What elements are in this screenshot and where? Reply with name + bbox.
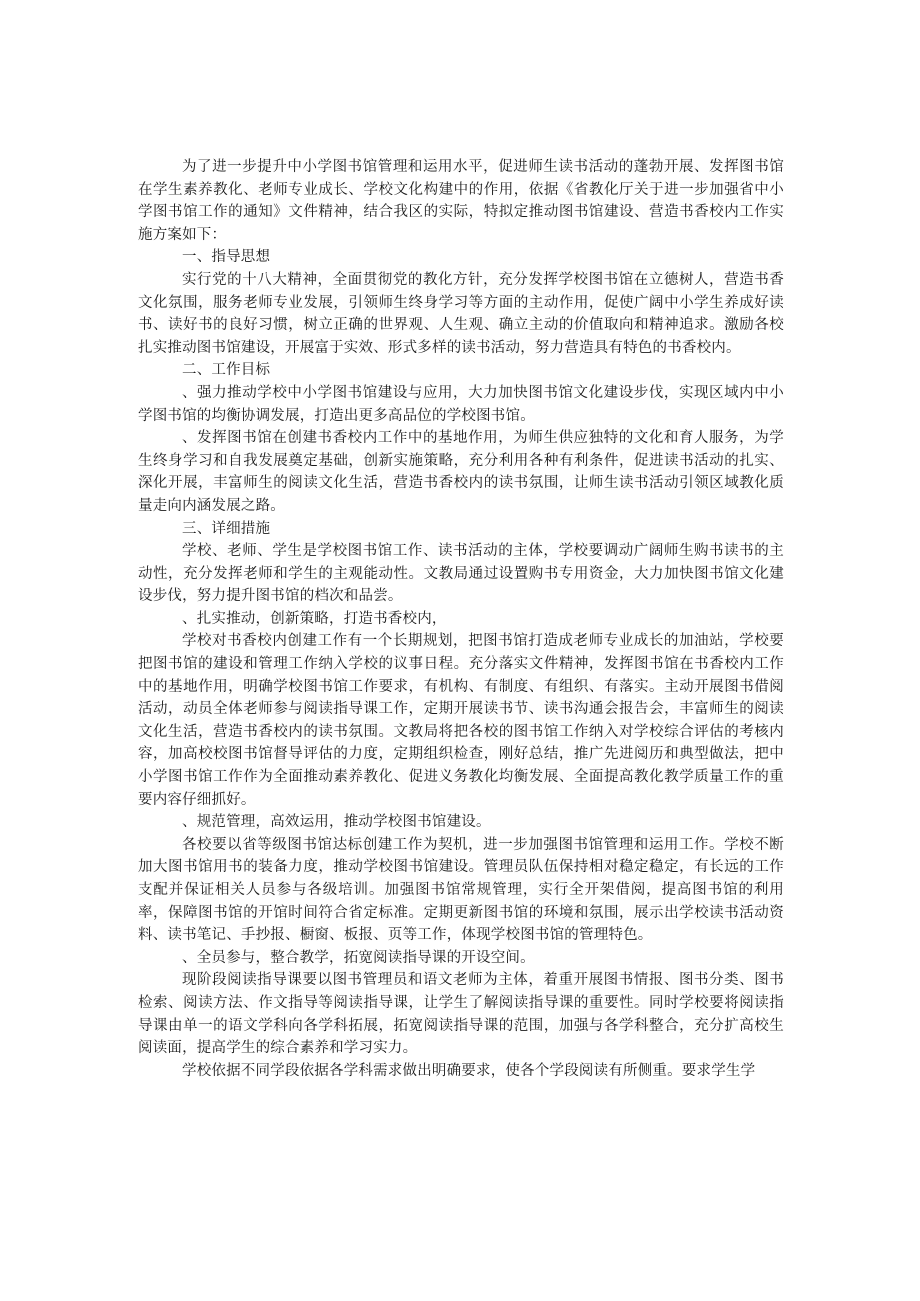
document-body: [138, 156, 784, 1082]
subheading: 、扎实推动，创新策略，打造书香校内，: [182, 610, 447, 627]
paragraph: 、发挥图书馆在创建书香校内工作中的基地作用，为师生供应独特的文化和育人服务，为学生终身学习和自我发展奠定基础，创新实施策略，充分利用各种有利条件，促进读书活动的扎实、深化开展，丰富师生的阅读文化生活，营造书香校内的读书氛围，让师生读书活动引领区域教化质量走向内涵发展之路。: [138, 430, 784, 514]
section-heading-work-goals: 二、工作目标: [182, 362, 271, 379]
paragraph: 实行党的十八大精神，全面贯彻党的教化方针，充分发挥学校图书馆在立德树人，营造书香文化氛围，服务老师专业发展，引领师生终身学习等方面的主动作用，促使广阔中小学生养成好读书、读好书的良好习惯，树立正确的世界观、人生观、确立主动的价值取向和精神追求。激励各校扎实推动图书馆建设，开展富于实效、形式多样的读书活动，努力营造具有特色的书香校内。: [138, 271, 784, 356]
paragraph: 学校、老师、学生是学校图书馆工作、读书活动的主体，学校要调动广阔师生购书读书的主动性，充分发挥老师和学生的主观能动性。文教局通过设置购书专用资金，大力加快图书馆文化建设步伐，努力提升图书馆的档次和品尝。: [138, 543, 784, 605]
paragraph: 学校对书香校内创建工作有一个长期规划，把图书馆打造成老师专业成长的加油站，学校要把图书馆的建设和管理工作纳入学校的议事日程。充分落实文件精神，发挥图书馆在书香校内工作中的基地作用，明确学校图书馆工作要求，有机构、有制度、有组织、有落实。主动开展图书借阅活动，动员全体老师参与阅读指导课工作，定期开展读书节、读书沟通会报告会，丰富师生的阅读文化生活，营造书香校内的读书氛围。文教局将把各校的图书馆工作纳入对学校综合评估的考核内容，加高校校图书馆督导评估的力度，定期组织检查，刚好总结，推广先进阅历和典型做法，把中小学图书馆工作作为全面推动素养教化、促进义务教化均衡发展、全面提高教化教学质量工作的重要内容仔细抓好。: [138, 633, 784, 808]
section-heading-detailed-measures: 三、详细措施: [182, 520, 271, 537]
paragraph: 各校要以省等级图书馆达标创建工作为契机，进一步加强图书馆管理和运用工作。学校不断加大图书馆用书的装备力度，推动学校图书馆建设。管理员队伍保持相对稳定稳定，有长远的工作支配并保证相关人员参与各级培训。加强图书馆常规管理，实行全开架借阅，提高图书馆的利用率，保障图书馆的开馆时间符合省定标准。定期更新图书馆的环境和氛围，展示出学校读书活动资料、读书笔记、手抄报、橱窗、板报、页等工作，体现学校图书馆的管理特色。: [138, 836, 784, 944]
intro-paragraph: 为了进一步提升中小学图书馆管理和运用水平，促进师生读书活动的蓬勃开展、发挥图书馆在学生素养教化、老师专业成长、学校文化构建中的作用，依据《省教化厅关于进一步加强省中小学图书馆工作的通知》文件精神，结合我区的实际，特拟定推动图书馆建设、营造书香校内工作实施方案如下：: [138, 159, 784, 243]
subheading: 、全员参与，整合教学，拓宽阅读指导课的开设空间。: [182, 949, 535, 966]
paragraph: 现阶段阅读指导课要以图书管理员和语文老师为主体，着重开展图书情报、图书分类、图书检索、阅读方法、作文指导等阅读指导课，让学生了解阅读指导课的重要性。同时学校要将阅读指导课由单一的语文学科向各学科拓展，拓宽阅读指导课的范围，加强与各学科整合，充分扩高校生阅读面，提高学生的综合素养和学习实力。: [138, 972, 784, 1057]
subheading: 、规范管理，高效运用，推动学校图书馆建设。: [182, 814, 491, 831]
section-heading-guiding-ideology: 一、指导思想: [182, 249, 271, 266]
paragraph: 学校依据不同学段依据各学科需求做出明确要求，使各个学段阅读有所侧重。要求学生学: [182, 1062, 756, 1079]
paragraph: 、强力推动学校中小学图书馆建设与应用，大力加快图书馆文化建设步伐，实现区域内中小学图书馆的均衡协调发展，打造出更多高品位的学校图书馆。: [138, 384, 784, 424]
